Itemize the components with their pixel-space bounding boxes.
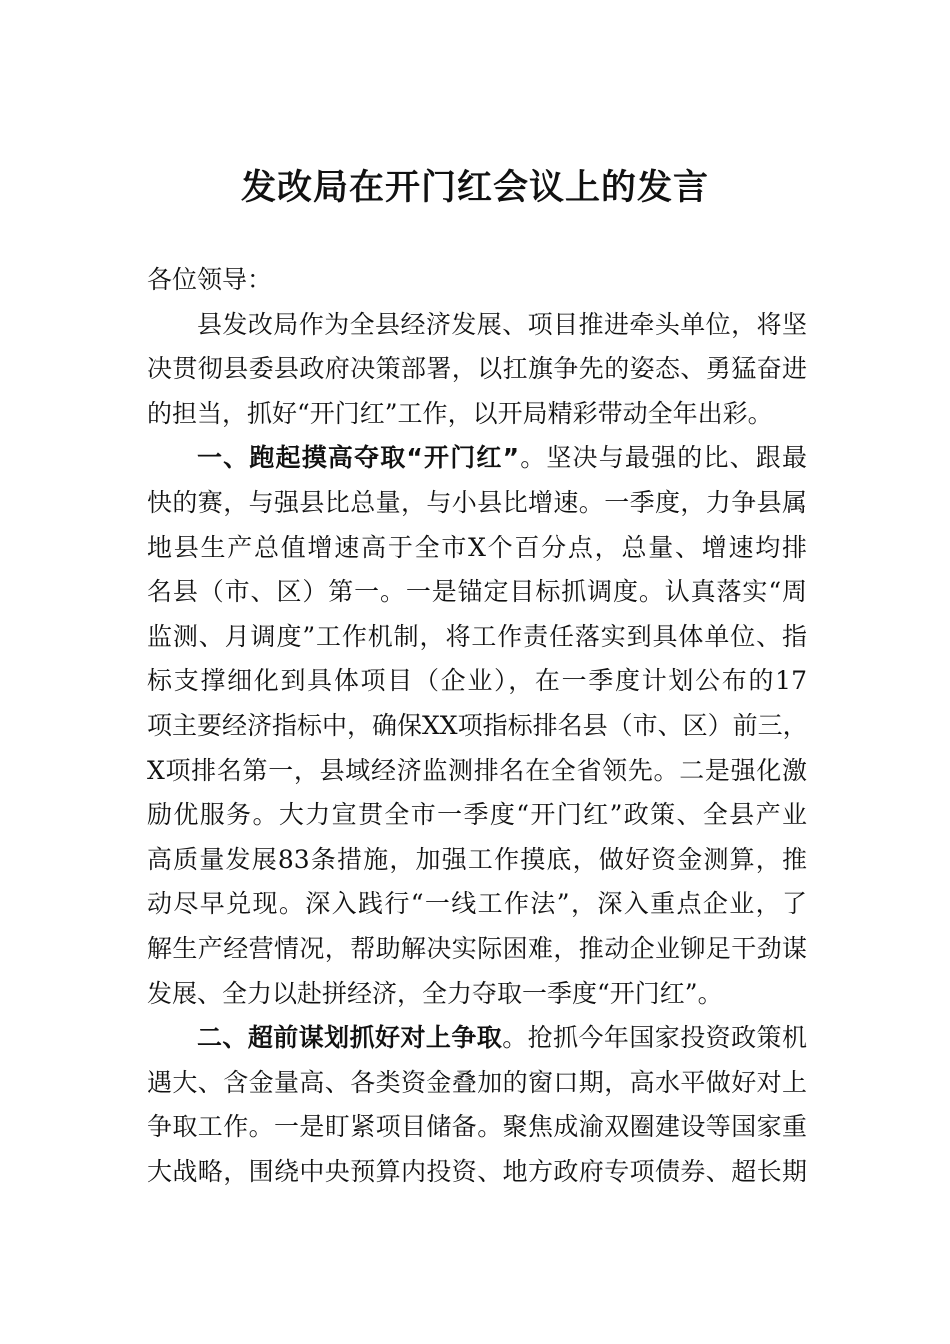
text-line	[147, 481, 807, 526]
salutation: 各位领导：	[147, 265, 273, 294]
line-text: 动尽早兑现。深入践行“一线工作法”，深入重点企业，了	[147, 889, 807, 919]
text-line	[147, 972, 807, 1017]
text-line	[147, 615, 807, 660]
line-text: 大战略，围绕中央预算内投资、地方政府专项债券、超长期	[147, 1156, 807, 1186]
text-line	[147, 659, 807, 704]
line-text: 解生产经营情况，帮助解决实际困难，推动企业铆足干劲谋	[147, 933, 807, 963]
text-line	[147, 704, 807, 749]
line-text: X项排名第一，县域经济监测排名在全省领先。二是强化激	[147, 755, 807, 785]
text-line	[147, 347, 807, 392]
text-line	[147, 793, 807, 838]
text-line	[147, 1150, 807, 1195]
text-line	[147, 526, 807, 571]
line-text: 遇大、含金量高、各类资金叠加的窗口期，高水平做好对上	[147, 1067, 807, 1097]
text-line	[147, 1061, 807, 1106]
paragraph	[147, 436, 807, 1016]
text-line	[147, 1016, 807, 1061]
section-heading: 二、超前谋划抓好对上争取	[197, 1023, 503, 1053]
text-line	[147, 838, 807, 883]
text-line	[147, 570, 807, 615]
line-text: 名县（市、区）第一。一是锚定目标抓调度。认真落实“周	[147, 577, 807, 607]
line-text: 。坚决与最强的比、跟最	[519, 443, 807, 473]
line-text: 县发改局作为全县经济发展、项目推进牵头单位，将坚	[197, 309, 807, 339]
document-body	[147, 258, 807, 1194]
text-line	[147, 1105, 807, 1150]
text-line	[147, 303, 807, 348]
paragraph	[147, 303, 807, 437]
line-text: 争取工作。一是盯紧项目储备。聚焦成渝双圈建设等国家重	[147, 1112, 807, 1142]
line-text: 励优服务。大力宣贯全市一季度“开门红”政策、全县产业	[147, 800, 807, 830]
line-text: 项主要经济指标中，确保XX项指标排名县（市、区）前三，	[147, 710, 808, 740]
line-text: 监测、月调度”工作机制，将工作责任落实到具体单位、指	[147, 621, 807, 651]
text-line	[147, 927, 807, 972]
line-text: 发展、全力以赴拼经济，全力夺取一季度“开门红”。	[147, 978, 723, 1008]
line-text: 快的赛，与强县比总量，与小县比增速。一季度，力争县属	[147, 487, 807, 517]
line-text: 标支撑细化到具体项目（企业），在一季度计划公布的17	[147, 666, 807, 696]
line-text: 地县生产总值增速高于全市X个百分点，总量、增速均排	[147, 532, 807, 562]
section-heading: 一、跑起摸高夺取“开门红”	[197, 443, 520, 473]
document-title: 发改局在开门红会议上的发言	[240, 167, 709, 208]
text-line	[147, 436, 807, 481]
text-line	[147, 392, 807, 437]
line-text: 高质量发展83条措施，加强工作摸底，做好资金测算，推	[147, 844, 807, 874]
line-text: 。抢抓今年国家投资政策机	[502, 1023, 807, 1053]
text-line	[147, 749, 807, 794]
text-line	[147, 882, 807, 927]
line-text: 决贯彻县委县政府决策部署，以扛旗争先的姿态、勇猛奋进	[147, 354, 807, 384]
line-text: 的担当，抓好“开门红”工作，以开局精彩带动全年出彩。	[147, 398, 773, 428]
paragraphs	[147, 303, 807, 1195]
paragraph	[147, 1016, 807, 1194]
